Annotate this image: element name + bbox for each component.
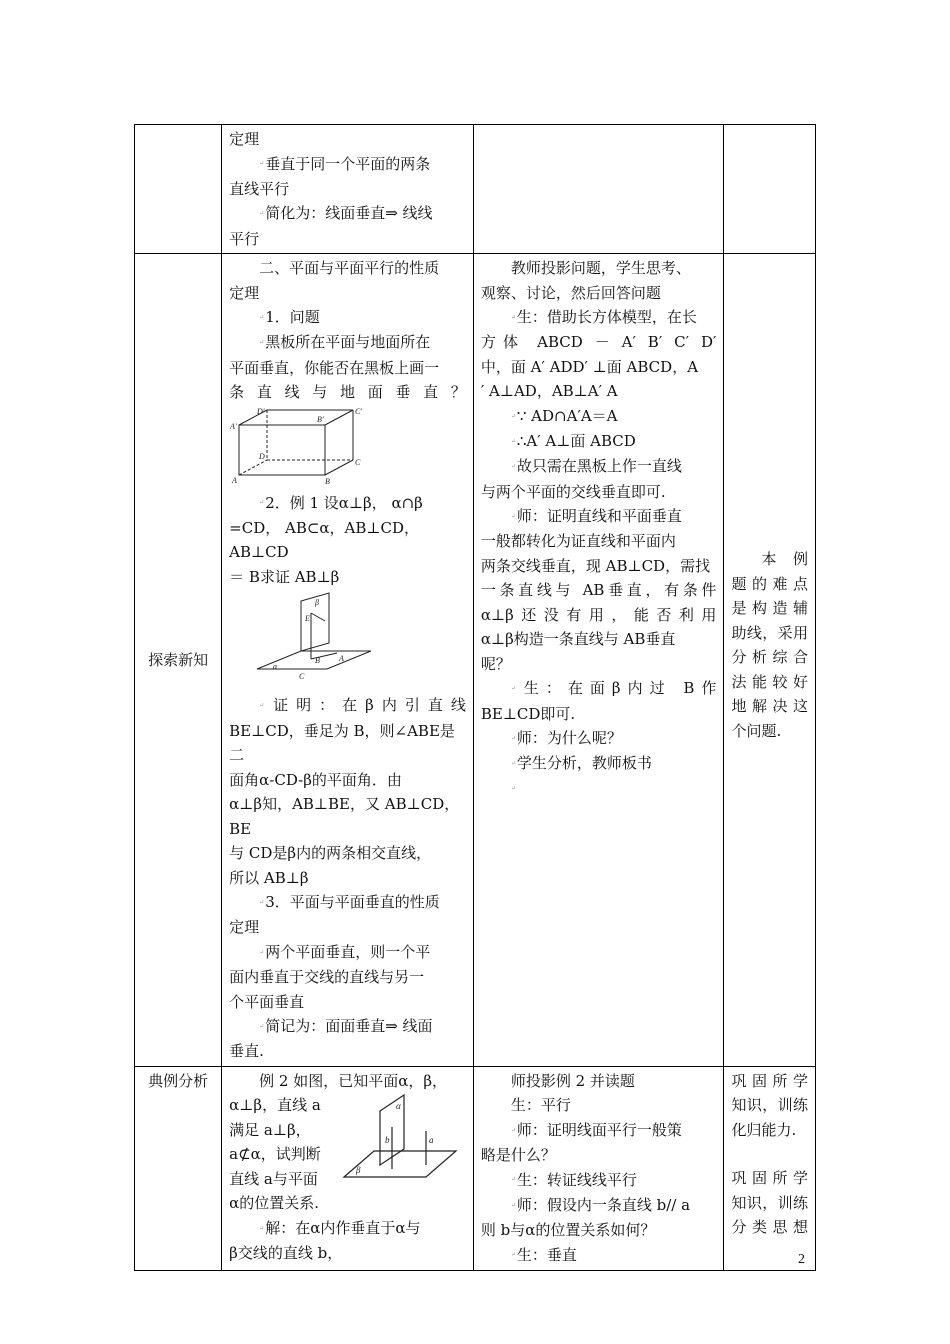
text-line: α⊥β还没有用，能否利用 — [480, 605, 717, 624]
text-line — [481, 777, 717, 802]
text-line: ↵ 3．平面与平面垂直的性质 — [229, 890, 466, 915]
text-line: a⊄α，试判断 — [229, 1145, 321, 1164]
text-line: 定理 — [229, 918, 260, 937]
text-line: ′ A⊥AD，AB⊥A′ A — [480, 382, 618, 401]
text-line: ＝ B求证 AB⊥β — [229, 567, 340, 586]
text-line: 观察、讨论，然后回答问题 — [480, 283, 661, 302]
plane-label: β — [315, 598, 320, 608]
text-line: ↵ 学生分析，教师板书 — [481, 751, 717, 776]
text-line: α⊥β知，AB⊥BE，又 AB⊥CD，BE — [229, 795, 460, 838]
text-line: ↵ 证明：在β内引直线 — [229, 693, 466, 718]
intent-cell — [724, 1066, 816, 1270]
text-line: 垂直. — [229, 1042, 264, 1061]
text-line: 地解决这 — [731, 697, 808, 715]
row-label-cell — [135, 1066, 222, 1270]
plane-label: α — [395, 1100, 401, 1111]
text-line: ↵ 简记为：面面垂直⇒ 线面 — [229, 1014, 466, 1039]
plane-label: β — [355, 1164, 361, 1175]
point-label: E — [305, 614, 311, 624]
text-line: 面角α-CD-β的平面角．由 — [229, 770, 402, 789]
row-label: 典例分析 — [148, 1071, 209, 1090]
text-line: 分类思想 — [731, 1218, 808, 1237]
row-label: 探索新知 — [148, 650, 209, 669]
text-line: ↵ 解：在α内作垂直于α与 — [229, 1216, 466, 1241]
text-line: ↵ 2．例 1 设α⊥β， α∩β — [229, 491, 466, 516]
text-line: β交线的直线 b， — [229, 1244, 343, 1262]
text-line: 是构造辅 — [731, 599, 808, 617]
text-line: 知识，训练 — [731, 1193, 808, 1212]
text-line: 一般都转化为证直线和平面内 — [480, 532, 676, 551]
text-line: 所以 AB⊥β — [229, 868, 309, 887]
activity-cell — [473, 254, 724, 1067]
text-line: ↵ 师：假设内一条直线 b// a — [481, 1193, 717, 1218]
text-line: 中，面 A′ ADD′ ⊥面 ABCD，A — [480, 357, 699, 376]
table-row-explore — [135, 254, 816, 1067]
text-line: 则 b与α的位置关系如何？ — [480, 1221, 656, 1239]
text-line: 满足 a⊥β， — [229, 1120, 311, 1139]
point-label: B — [325, 476, 331, 486]
text-line: 本例 — [761, 550, 808, 568]
point-label: A — [339, 654, 345, 664]
text-line: ↵ 黑板所在平面与地面所在 — [229, 330, 466, 355]
text-line: 师投影例 2 并读题 — [510, 1071, 635, 1090]
point-label: C — [299, 672, 305, 682]
text-line: ↵ 两个平面垂直，则一个平 — [229, 940, 466, 965]
text-line: 呢？ — [480, 654, 511, 673]
example-planes-figure — [342, 1093, 464, 1193]
content-cell — [222, 1066, 474, 1270]
point-label: B' — [317, 414, 324, 424]
point-label: C' — [355, 406, 363, 416]
text-line: 生：平行 — [510, 1096, 571, 1115]
text-line: ↵ 师：证明直线和平面垂直 — [481, 504, 717, 529]
table-row-example — [135, 1066, 816, 1270]
text-line: 两条交线垂直，现 AB⊥CD，需找 — [480, 556, 711, 575]
intent-cell — [724, 125, 816, 254]
text-line: 略是什么？ — [480, 1146, 556, 1164]
text-line: 个问题. — [731, 721, 782, 740]
text-line: 与两个平面的交线垂直即可. — [480, 482, 666, 501]
text-line: 方体 ABCD － A′ B′ C′ D′ — [480, 333, 717, 352]
text-line: 巩固所学 — [731, 1071, 808, 1090]
content-cell — [222, 254, 474, 1067]
text-line: ↵ ∵ AD∩A′A＝A — [481, 404, 717, 429]
text-line: 巩固所学 — [731, 1169, 808, 1188]
text-line: 平行 — [229, 229, 260, 248]
cuboid-figure — [229, 407, 466, 487]
text-line: ↵ ∴A′ A⊥面 ABCD — [481, 429, 717, 454]
text-line: 定理 — [229, 130, 260, 148]
text-line: ↵ 师：为什么呢？ — [481, 726, 717, 751]
text-line: 直线平行 — [229, 179, 290, 198]
text-line: 直线 a与平面 — [229, 1169, 318, 1188]
text-line: BE⊥CD，垂足为 B，则∠ABE是二 — [229, 721, 455, 764]
text-line: 法能较好 — [731, 672, 808, 691]
text-line: ↵ 1．问题 — [229, 305, 466, 330]
point-label: D — [259, 451, 265, 461]
point-label: A — [232, 475, 238, 485]
text-line: α⊥β，直线 a — [229, 1096, 321, 1115]
row-label-cell — [135, 125, 222, 254]
text-line: 化归能力. — [731, 1120, 797, 1139]
spacer — [731, 1142, 808, 1166]
point-label: D' — [257, 406, 265, 416]
text-line: ↵ 简化为：线面垂直⇒ 线线 — [229, 201, 466, 226]
text-line: ↵ 生：转证线线平行 — [481, 1168, 717, 1193]
page-number: 2 — [798, 1252, 805, 1267]
text-line: ↵ 故只需在黑板上作一直线 — [481, 454, 717, 479]
text-line: ↵ 生：垂直 — [481, 1243, 717, 1268]
intent-cell — [724, 254, 816, 1067]
point-label: C — [355, 457, 361, 467]
text-line: 题的难点 — [731, 574, 808, 593]
text-line: 一条直线与 AB垂直，有条件 — [480, 581, 717, 600]
text-line: 知识，训练 — [731, 1096, 808, 1115]
lesson-plan-table — [134, 124, 816, 1271]
text-line: 与 CD是β内的两条相交直线， — [229, 844, 432, 862]
text-line: 二、平面与平面平行的性质 — [259, 259, 440, 277]
text-line: α的位置关系. — [229, 1194, 320, 1213]
text-line: BE⊥CD即可. — [480, 704, 576, 723]
point-label: B — [315, 656, 321, 666]
plane-label: α — [273, 662, 278, 672]
text-line: 分析综合 — [731, 648, 808, 666]
text-line: =CD， AB⊂α，AB⊥CD，AB⊥CD — [229, 518, 420, 562]
content-cell — [222, 125, 474, 254]
text-line: ↵ 生：借助长方体模型，在长 — [481, 305, 717, 330]
row-label-cell — [135, 254, 222, 1067]
text-line: α⊥β构造一条直线与 AB垂直 — [480, 630, 676, 649]
point-label: A' — [230, 421, 237, 431]
table-row-definition — [135, 125, 816, 254]
text-line: 助线，采用 — [731, 623, 808, 642]
text-line: ↵ 师：证明线面平行一般策 — [481, 1118, 717, 1143]
activity-cell — [473, 125, 724, 254]
line-label: a — [428, 1134, 434, 1145]
text-line: 定理 — [229, 283, 260, 302]
line-label: b — [384, 1134, 390, 1145]
text-line: 例 2 如图，已知平面α，β， — [259, 1071, 448, 1090]
text-line: 教师投影问题，学生思考、 — [510, 259, 691, 277]
perpendicular-planes-figure — [229, 591, 466, 689]
text-line: ↵ 生：在面β内过 B作 — [481, 676, 717, 701]
text-line: 平面垂直，你能否在黑板上画一 — [229, 358, 440, 377]
text-line: 个平面垂直 — [229, 992, 305, 1011]
text-line: 条直线与地面垂直？ — [229, 383, 466, 401]
activity-cell — [473, 1066, 724, 1270]
text-line: ↵ 垂直于同一个平面的两条 — [229, 152, 466, 177]
text-line: 面内垂直于交线的直线与另一 — [229, 968, 425, 986]
